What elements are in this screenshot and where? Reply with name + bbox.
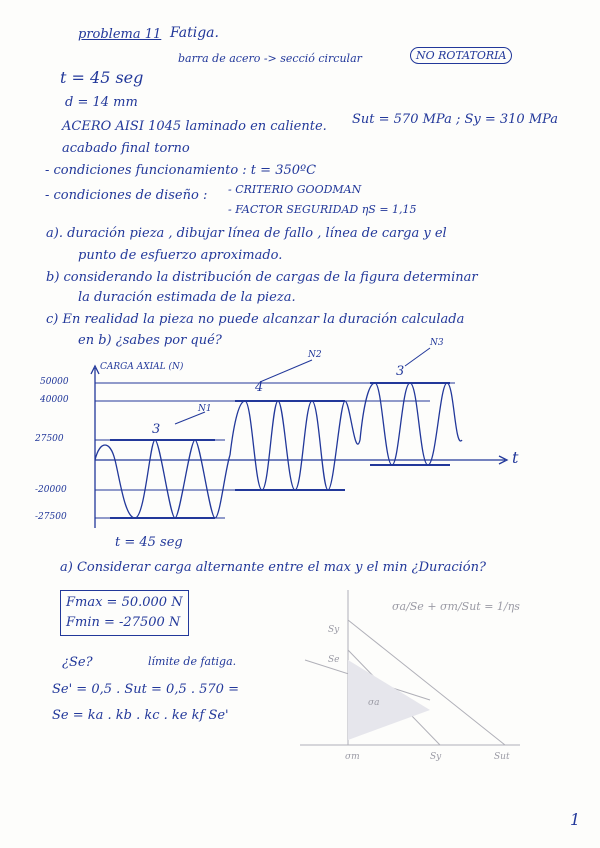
wave-block1 — [95, 440, 230, 518]
wave-block3 — [360, 383, 462, 465]
fmin-value: Fmin = -27500 N — [66, 615, 181, 630]
se-equation: Se = ka . kb . kc . ke kf Se' — [52, 708, 229, 723]
question-c-line1: c) En realidad la pieza no puede alcanzar la duración calculada — [46, 312, 465, 327]
cycle-count-block3: 3 — [396, 364, 405, 379]
se-question: ¿Se? — [62, 655, 93, 670]
tick-label: -27500 — [35, 512, 67, 522]
fmax-value: Fmax = 50.000 N — [66, 595, 183, 610]
question-a-line2: punto de esfuerzo aproximado. — [78, 248, 283, 263]
arrow-n3 — [405, 348, 430, 366]
tick-label: -20000 — [35, 485, 67, 495]
cycle-count-block1: 3 — [152, 422, 161, 437]
goodman-se: Se — [328, 655, 340, 665]
time-given: t = 45 seg — [60, 68, 144, 87]
goodman-sut: Sut — [494, 752, 510, 762]
page-number: 1 — [570, 810, 581, 829]
question-b-line1: b) considerando la distribución de cargas de la figura determinar — [46, 270, 478, 285]
cycle-count-block2: 4 — [255, 380, 264, 395]
problem-title: problema 11 — [78, 27, 162, 42]
goodman-ga: σa — [368, 698, 380, 708]
safe-region — [348, 660, 430, 740]
chart-x-label: t — [512, 448, 519, 467]
wave-block2 — [230, 401, 360, 490]
tick-label: 50000 — [40, 377, 69, 387]
operating-conditions: - condiciones funcionamiento : t = 350ºC — [45, 163, 317, 178]
goodman-sy: Sy — [328, 625, 340, 635]
tick-label: 27500 — [35, 434, 64, 444]
material-spec: ACERO AISI 1045 laminado en caliente. — [62, 119, 327, 134]
goodman-sm: σm — [345, 752, 360, 762]
part-a-question: a) Considerar carga alternante entre el max y el min ¿Duración? — [60, 560, 486, 575]
material-props: Sut = 570 MPa ; Sy = 310 MPa — [352, 112, 559, 127]
fatigue-limit-note: límite de fatiga. — [148, 655, 237, 668]
arrow-n2 — [260, 360, 312, 382]
non-rotating-note: NO ROTATORIA — [410, 47, 512, 64]
mark-n2: N2 — [308, 350, 322, 360]
surface-finish: acabado final torno — [62, 141, 190, 156]
chart-time-label: t = 45 seg — [115, 535, 183, 550]
goodman-sy-x: Sy — [430, 752, 442, 762]
design-conditions-label: - condiciones de diseño : — [45, 188, 208, 203]
chart-y-label: CARGA AXIAL (N) — [100, 362, 184, 372]
mark-n3: N3 — [430, 338, 444, 348]
goodman-criterion: - CRITERIO GOODMAN — [228, 183, 362, 196]
bar-description: barra de acero -> secció circular — [178, 52, 362, 65]
safety-factor: - FACTOR SEGURIDAD ηS = 1,15 — [228, 203, 417, 216]
goodman-equation: σa/Se + σm/Sut = 1/ηs — [392, 600, 520, 613]
question-c-line2: en b) ¿sabes por qué? — [78, 333, 222, 348]
se-prime-equation: Se' = 0,5 . Sut = 0,5 . 570 = — [52, 682, 239, 697]
diameter-given: d = 14 mm — [65, 95, 138, 110]
question-b-line2: la duración estimada de la pieza. — [78, 290, 296, 305]
force-limits-box — [60, 590, 189, 636]
mark-n1: N1 — [198, 404, 212, 414]
topic-label: Fatiga. — [170, 25, 219, 41]
tick-label: 40000 — [40, 395, 69, 405]
question-a-line1: a). duración pieza , dibujar línea de fallo , línea de carga y el — [46, 226, 447, 241]
